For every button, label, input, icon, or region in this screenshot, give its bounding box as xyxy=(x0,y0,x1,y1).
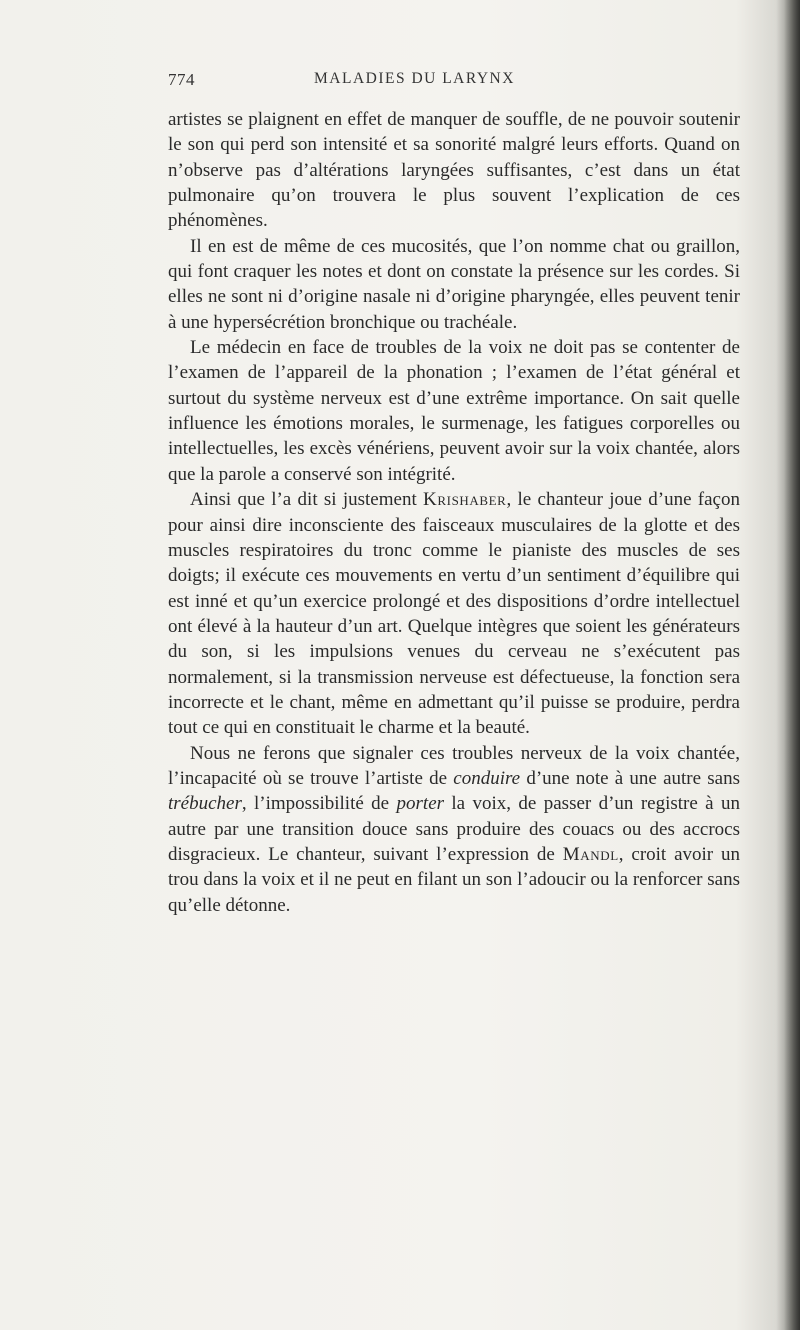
text-run: Nous ne ferons que signaler ces troubles nerveux de la voix chantée, l’incapacité où se trouve l’artiste de xyxy=(168,742,740,789)
text-run: d’une note à une autre sans xyxy=(520,767,740,789)
emphasis-text: conduire xyxy=(453,767,521,789)
body-text xyxy=(168,107,740,918)
running-title: MALADIES DU LARYNX xyxy=(314,70,515,87)
text-run: , croit avoir un trou dans la voix et il ne peut en filant un son l’adoucir ou la renforcer sans qu’elle détonne. xyxy=(168,843,741,916)
page-edge-shadow xyxy=(784,0,800,1330)
emphasis-text: trébucher xyxy=(168,793,242,815)
emphasis-text: porter xyxy=(396,793,445,815)
text-run: Le médecin en face de troubles de la voix ne doit pas se contenter de l’examen de l’appareil de la phonation ; l’examen de l’état général et surtout du système nerveux est d’une extrême importance. On sait quelle influence les émotions morales, le surmenage, les fatigues corporelles ou intellectuelles, les excès vénériens, peuvent avoir sur la voix chantée, alors que la parole a conservé son intégrité. xyxy=(168,337,740,485)
text-run: artistes se plaignent en effet de manquer de souffle, de ne pouvoir soutenir le son qui perd son intensité et sa sonorité malgré leurs efforts. Quand on n’observe pas d’altérations laryngées suffisantes, c’est dans un état pulmonaire qu’on trouvera le plus souvent l’explication de ces phénomènes. xyxy=(168,109,740,232)
paragraph xyxy=(168,335,740,487)
paragraph xyxy=(168,234,740,335)
text-run: Il en est de même de ces mucosités, que l’on nomme chat ou graillon, qui font craquer les notes et dont on constate la présence sur les cordes. Si elles ne sont ni d’origine nasale ni d’origine pharyngée, elles peuvent tenir à une hypersécrétion bronchique ou trachéale. xyxy=(168,235,740,333)
author-name: Krishaber xyxy=(423,489,507,511)
text-run: , l’impossibilité de xyxy=(241,793,397,815)
page-header xyxy=(170,70,730,92)
text-run: Ainsi que l’a dit si justement xyxy=(190,489,424,511)
paragraph xyxy=(168,741,740,918)
text-run: la voix, de passer d’un registre à un autre par une transition douce sans produire des couacs ou des accrocs disgracieux. Le chanteur, suivant l’expression de xyxy=(168,793,741,865)
author-name: Mandl xyxy=(562,843,619,865)
paragraph xyxy=(168,107,740,234)
page-number: 774 xyxy=(168,70,195,89)
paragraph xyxy=(168,487,740,740)
text-run: , le chanteur joue d’une façon pour ainsi dire inconsciente des faisceaux musculaires de la glotte et des muscles respiratoires du tronc comme le pianiste des muscles de ses doigts; il exécute ces mouvements en vertu d’un sentiment d’équilibre qui est inné et qu’un exercice prolongé et des dispositions d’ordre intellectuel ont élevé à la hauteur d’un art. Quelque intègres que soient les générateurs du son, si les impulsions venues du cerveau ne s’exécutent pas normalement, si la transmission nerveuse est défectueuse, la fonction sera incorrecte et le chant, même en admettant qu’il puisse se produire, perdra tout ce qui en constituait le charme et la beauté. xyxy=(168,489,740,739)
